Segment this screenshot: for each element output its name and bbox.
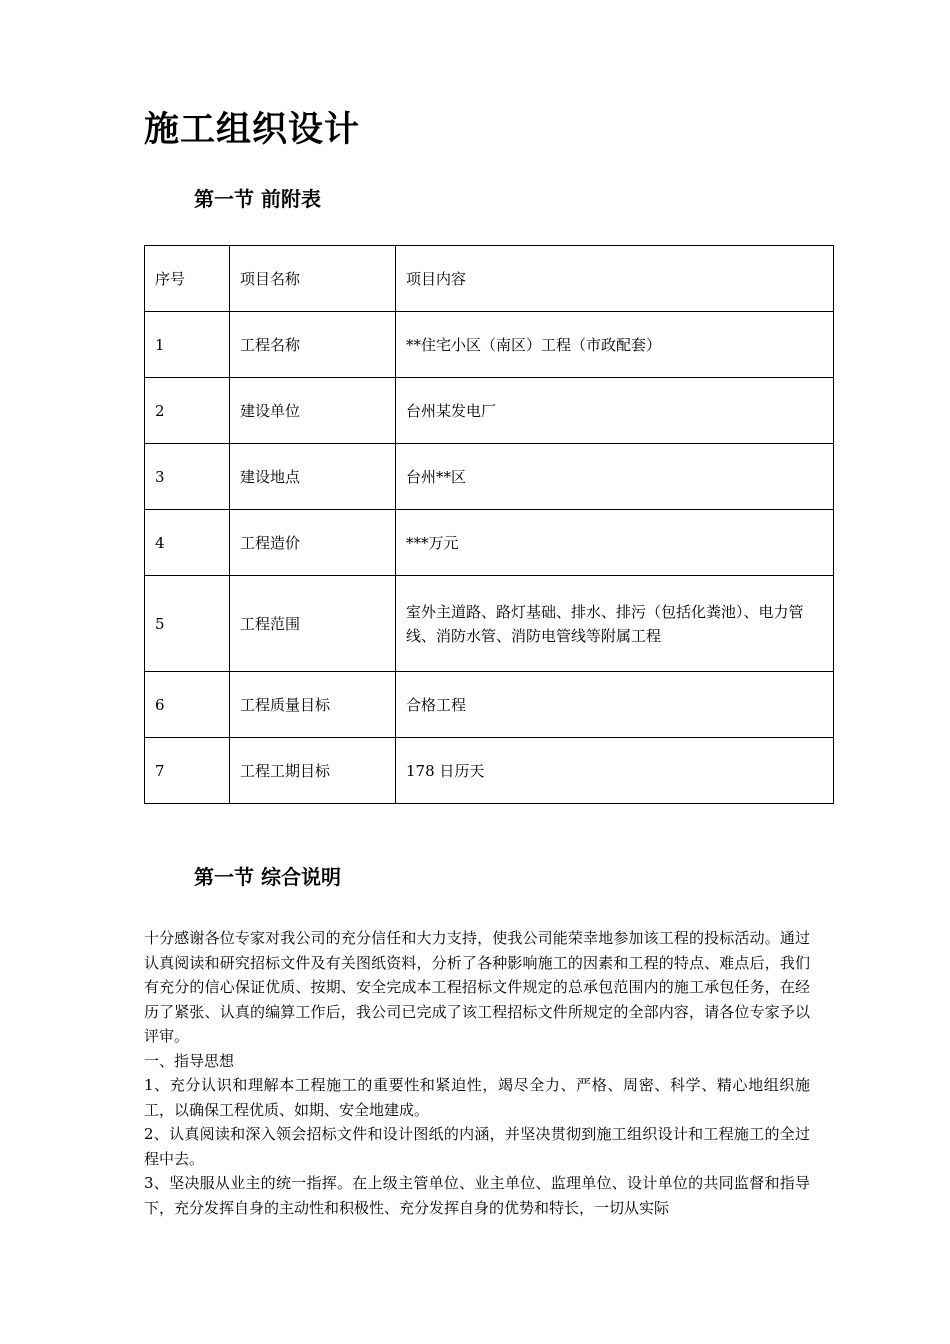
table-header-cell: 序号 xyxy=(145,246,230,312)
table-row xyxy=(145,378,834,444)
section-heading-front-table: 第一节 前附表 xyxy=(194,187,321,211)
document-title: 施工组织设计 xyxy=(144,110,361,150)
front-attached-table xyxy=(144,245,834,804)
table-cell-no: 6 xyxy=(145,672,230,738)
table-cell-content: 178 日历天 xyxy=(396,738,834,804)
table-row xyxy=(145,672,834,738)
table-cell-content: 台州**区 xyxy=(396,444,834,510)
table-header-cell: 项目内容 xyxy=(396,246,834,312)
table-cell-item: 工程名称 xyxy=(230,312,396,378)
table-cell-no: 5 xyxy=(145,576,230,672)
table-row xyxy=(145,738,834,804)
table-cell-item: 工程质量目标 xyxy=(230,672,396,738)
table-cell-content: ***万元 xyxy=(396,510,834,576)
table-row xyxy=(145,576,834,672)
table-cell-item: 工程工期目标 xyxy=(230,738,396,804)
section-heading-general-description: 第一节 综合说明 xyxy=(194,865,341,889)
table-header-cell: 项目名称 xyxy=(230,246,396,312)
table-row xyxy=(145,444,834,510)
table-row xyxy=(145,510,834,576)
table-cell-content: **住宅小区（南区）工程（市政配套） xyxy=(396,312,834,378)
table-cell-item: 工程范围 xyxy=(230,576,396,672)
table-cell-item: 建设单位 xyxy=(230,378,396,444)
table-header-row xyxy=(145,246,834,312)
paragraph-item-3: 3、坚决服从业主的统一指挥。在上级主管单位、业主单位、监理单位、设计单位的共同监督和指导下，充分发挥自身的主动性和积极性、充分发挥自身的优势和特长，一切从实际 xyxy=(144,1174,810,1217)
table-cell-content: 室外主道路、路灯基础、排水、排污（包括化粪池）、电力管线、消防水管、消防电管线等附属工程 xyxy=(396,576,834,672)
subheading-guiding-ideology: 一、指导思想 xyxy=(144,1051,235,1070)
paragraph-item-2: 2、认真阅读和深入领会招标文件和设计图纸的内涵，并坚决贯彻到施工组织设计和工程施工的全过程中去。 xyxy=(144,1125,810,1168)
table-cell-item: 工程造价 xyxy=(230,510,396,576)
paragraph-item-1: 1、充分认识和理解本工程施工的重要性和紧迫性，竭尽全力、严格、周密、科学、精心地组织施工，以确保工程优质、如期、安全地建成。 xyxy=(144,1076,810,1119)
table-cell-no: 4 xyxy=(145,510,230,576)
table-cell-content: 合格工程 xyxy=(396,672,834,738)
table-cell-no: 2 xyxy=(145,378,230,444)
paragraph-intro: 十分感谢各位专家对我公司的充分信任和大力支持，使我公司能荣幸地参加该工程的投标活动。通过认真阅读和研究招标文件及有关图纸资料，分析了各种影响施工的因素和工程的特点、难点后，我们有充分的信心保证优质、按期、安全完成本工程招标文件规定的总承包范围内的施工承包任务，在经历了紧张、认真的编算工作后，我公司已完成了该工程招标文件所规定的全部内容，请各位专家予以评审。 xyxy=(144,929,810,1045)
table-cell-no: 3 xyxy=(145,444,230,510)
general-description-body xyxy=(144,926,810,1220)
table-row xyxy=(145,312,834,378)
table-cell-no: 1 xyxy=(145,312,230,378)
table-cell-item: 建设地点 xyxy=(230,444,396,510)
table-cell-no: 7 xyxy=(145,738,230,804)
table-cell-content: 台州某发电厂 xyxy=(396,378,834,444)
